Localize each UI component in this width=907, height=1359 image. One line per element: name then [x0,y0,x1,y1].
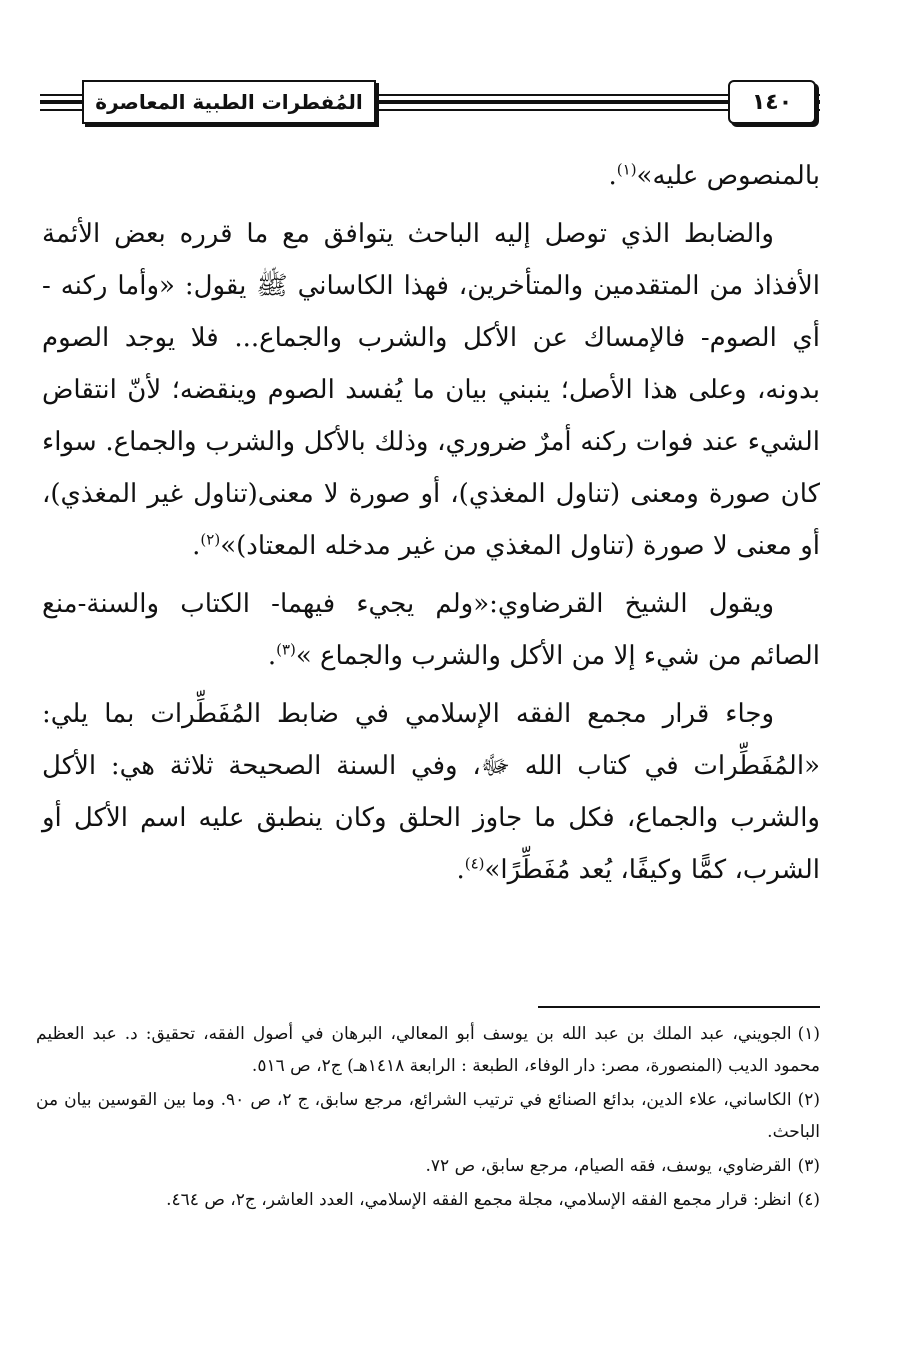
footnote-ref: (٢) [200,530,221,549]
paragraph-tail: . [608,161,617,191]
paragraph [42,578,820,682]
footnote [36,1184,820,1216]
body-text [42,150,820,902]
paragraph-text: والضابط الذي توصل إليه الباحث يتوافق مع ما قرره بعض الأئمة الأفذاذ من المتقدمين والمتأخرين، فهذا الكاساني ﷺ يقول: «وأما ركنه - أي الصوم- فالإمساك عن الأكل والشرب والجماع... فلا يوجد الصوم بدونه، وعلى هذا الأصل؛ ينبني بيان ما يُفسد الصوم وينقضه؛ لأنّ انتقاض الشيء عند فوات ركنه أمرٌ ضروري، وذلك بالأكل والشرب والجماع. سواء كان صورة ومعنى (تناول المغذي)، أو صورة لا معنى(تناول غير المغذي)، أو معنى لا صورة (تناول المغذي من غير مدخله المعتاد)» [42,219,820,561]
paragraph [42,150,820,202]
paragraph-tail: . [456,855,465,885]
paragraph-text: ويقول الشيخ القرضاوي:«ولم يجيء فيهما- الكتاب والسنة-منع الصائم من شيء إلا من الأكل والشرب والجماع » [42,589,820,671]
paragraph-tail: . [192,531,201,561]
footnotes [36,1018,820,1218]
page-number: ١٤٠ [728,80,816,124]
footnote [36,1150,820,1182]
footnote-text: انظر: قرار مجمع الفقه الإسلامي، مجلة مجمع الفقه الإسلامي، العدد العاشر، ج٢، ص ٤٦٤. [166,1190,792,1210]
paragraph-text: وجاء قرار مجمع الفقه الإسلامي في ضابط المُفَطِّرات بما يلي: «المُفَطِّرات في كتاب الله ﷻ، وفي السنة الصحيحة ثلاثة هي: الأكل والشرب والجماع، فكل ما جاوز الحلق وكان ينطبق عليه اسم الأكل أو الشرب، كمًّا وكيفًا، يُعد مُفَطِّرًا» [42,699,820,885]
footnote-mark: (٤) [797,1190,820,1210]
footnote-ref: (٣) [276,640,296,659]
footnote-ref: (٤) [464,854,485,873]
footnote-text: القرضاوي، يوسف، فقه الصيام، مرجع سابق، ص ٧٢. [425,1156,792,1176]
footnote-mark: (٣) [797,1156,820,1176]
footnote-text: الكاساني، علاء الدين، بدائع الصنائع في ترتيب الشرائع، مرجع سابق، ج ٢، ص ٩٠. وما بين القوسين بيان من الباحث. [36,1090,820,1142]
paragraph [42,208,820,572]
running-header [40,72,820,130]
book-title: المُفطرات الطبية المعاصرة [82,80,376,124]
footnote-mark: (٢) [797,1090,820,1110]
paragraph [42,688,820,896]
paragraph-text: بالمنصوص عليه» [636,161,820,191]
footnote-text: الجويني، عبد الملك بن عبد الله بن يوسف أبو المعالي، البرهان في أصول الفقه، تحقيق: د. عبد العظيم محمود الديب (المنصورة، مصر: دار الوفاء، الطبعة : الرابعة ١٤١٨هـ) ج٢، ص ٥١٦. [36,1024,820,1076]
footnote-separator [538,1006,820,1008]
footnote [36,1018,820,1082]
footnote [36,1084,820,1148]
footnote-mark: (١) [797,1024,820,1044]
paragraph-tail: . [267,641,277,671]
footnote-ref: (١) [616,160,637,179]
